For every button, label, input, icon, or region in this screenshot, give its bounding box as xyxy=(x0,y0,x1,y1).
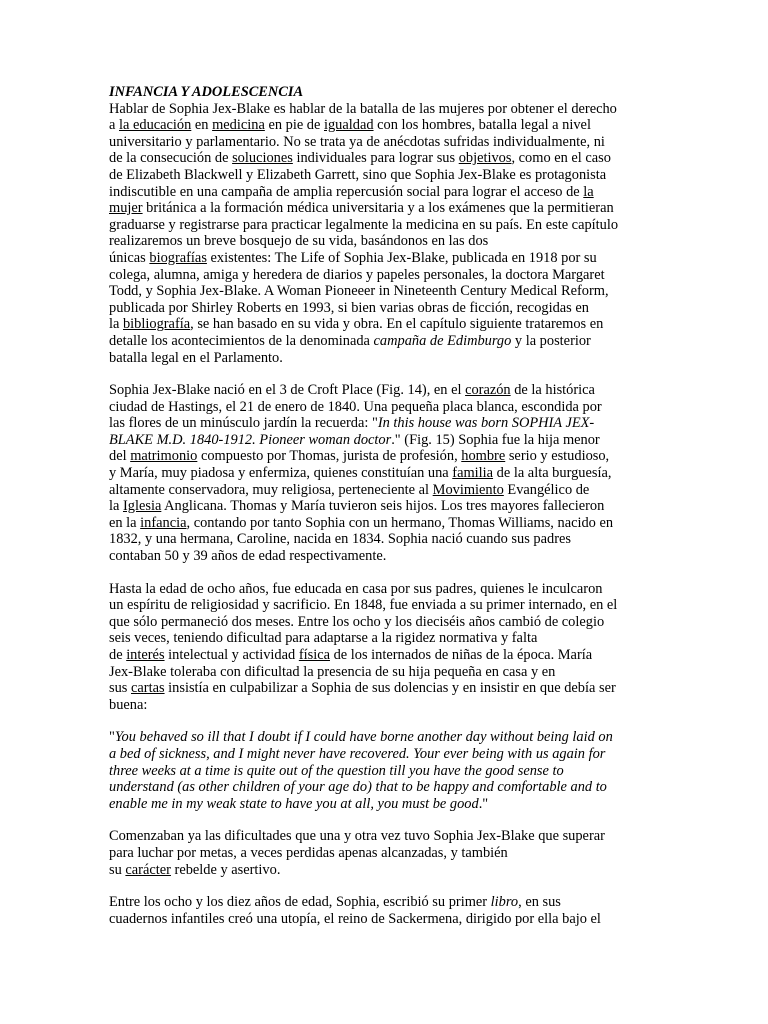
inline-link[interactable]: interés xyxy=(126,647,165,663)
text-run: Comenzaban ya las dificultades que una y otra vez tuvo Sophia Jex-Blake que superar xyxy=(109,828,605,845)
text-line xyxy=(109,432,661,449)
text-run: enable me in my weak state to have you at all, you must be good xyxy=(109,795,479,812)
text-run: en la xyxy=(109,514,141,531)
text-run: existentes: The Life of Sophia Jex-Blake, publicada en 1918 por su xyxy=(206,249,597,266)
text-line xyxy=(109,779,661,796)
text-line xyxy=(109,862,661,879)
text-line xyxy=(109,267,661,284)
text-run: contaban 50 y 39 años de edad respectivamente. xyxy=(109,548,387,565)
text-line xyxy=(109,250,661,267)
inline-link[interactable]: matrimonio xyxy=(130,448,198,465)
text-line xyxy=(109,531,661,548)
text-run: a xyxy=(109,117,119,134)
text-line xyxy=(109,911,661,928)
text-run: three weeks at a time is quite out of the question till you have the good sense to xyxy=(109,762,564,779)
text-run: libro xyxy=(490,894,519,911)
text-line xyxy=(109,382,661,399)
text-run: compuesto por Thomas, jurista de profesión, xyxy=(197,448,462,465)
text-line xyxy=(109,746,661,763)
text-run: ." (Fig. 15) Sophia fue la hija menor xyxy=(391,431,600,448)
text-run: para luchar por metas, a veces perdidas apenas alcanzadas, y también xyxy=(109,844,508,861)
text-run: " xyxy=(109,729,115,746)
text-run: buena: xyxy=(109,696,148,713)
text-run: Anglicana. Thomas y María tuvieron seis hijos. Los tres mayores fallecieron xyxy=(161,498,605,515)
text-line xyxy=(109,150,661,167)
paragraph-3 xyxy=(109,581,661,714)
text-run: su xyxy=(109,861,126,878)
text-line xyxy=(109,200,661,217)
text-run: ." xyxy=(478,795,489,812)
text-run: de la alta burguesía, xyxy=(493,465,612,482)
text-run: detalle los acontecimientos de la denominada xyxy=(109,332,374,349)
text-line xyxy=(109,300,661,317)
text-run: BLAKE M.D. 1840-1912. Pioneer woman doctor xyxy=(109,431,392,448)
text-run: la xyxy=(109,498,123,515)
inline-link[interactable]: Iglesia xyxy=(122,498,162,515)
text-line xyxy=(109,515,661,532)
text-line xyxy=(109,664,661,681)
text-line xyxy=(109,894,661,911)
text-run: In this house was born SOPHIA JEX- xyxy=(377,415,595,432)
text-run: en pie de xyxy=(264,117,324,134)
text-run: realizaremos un breve bosquejo de su vida, basándonos en las dos xyxy=(109,233,489,250)
inline-link[interactable]: la xyxy=(583,183,594,200)
text-run: 1832, y una hermana, Caroline, nacida en 1834. Sophia nació cuando sus padres xyxy=(109,531,571,548)
text-line xyxy=(109,482,661,499)
text-line xyxy=(109,614,661,631)
inline-link[interactable]: carácter xyxy=(125,861,171,878)
paragraph-2 xyxy=(109,382,661,565)
text-line xyxy=(109,333,661,350)
text-run: colega, alumna, amiga y heredera de diarios y papeles personales, la doctora Margaret xyxy=(109,266,605,283)
text-run: Sophia Jex-Blake nació en el 3 de Croft Place (Fig. 14), en el xyxy=(109,382,466,399)
text-line xyxy=(109,134,661,151)
inline-link[interactable]: objetivos xyxy=(458,150,512,167)
text-run: un espíritu de religiosidad y sacrificio. En 1848, fue enviada a su primer internado, en el xyxy=(109,597,618,614)
text-run: del xyxy=(109,448,131,465)
text-line xyxy=(109,828,661,845)
text-run: Entre los ocho y los diez años de edad, Sophia, escribió su primer xyxy=(109,894,491,911)
inline-link[interactable]: Movimiento xyxy=(432,481,504,498)
inline-link[interactable]: infancia xyxy=(140,514,187,531)
text-run: sus xyxy=(109,680,131,697)
text-run: cuadernos infantiles creó una utopía, el reino de Sackermena, dirigido por ella bajo el xyxy=(109,910,601,927)
text-run: ciudad de Hastings, el 21 de enero de 1840. Una pequeña placa blanca, escondida por xyxy=(109,398,602,415)
text-line xyxy=(109,763,661,780)
text-run: de la histórica xyxy=(510,382,595,399)
inline-link[interactable]: hombre xyxy=(461,448,506,465)
section-heading: INFANCIA Y ADOLESCENCIA xyxy=(109,84,304,100)
text-run: You behaved so ill that I doubt if I could have borne another day without being laid on xyxy=(114,729,613,746)
text-line xyxy=(109,581,661,598)
text-line xyxy=(109,448,661,465)
inline-link[interactable]: bibliografía xyxy=(122,316,191,333)
text-run: con los hombres, batalla legal a nivel xyxy=(373,117,591,134)
text-line xyxy=(109,697,661,714)
inline-link[interactable]: soluciones xyxy=(232,150,293,167)
text-run: a bed of sickness, and I might never have recovered. Your ever being with us again for xyxy=(109,745,606,762)
text-run: intelectual y actividad xyxy=(164,647,299,663)
text-line xyxy=(109,729,661,746)
text-run: la xyxy=(109,316,123,333)
text-run: universitario y parlamentario. No se trata ya de anécdotas sufridas individualmente, ni xyxy=(109,133,605,150)
paragraph-5 xyxy=(109,894,661,927)
text-line xyxy=(109,465,661,482)
text-run: indiscutible en una campaña de amplia repercusión social para lograr el acceso de xyxy=(109,183,584,200)
inline-link[interactable]: igualdad xyxy=(323,117,374,134)
text-line xyxy=(109,283,661,300)
text-line xyxy=(109,184,661,201)
inline-link[interactable]: mujer xyxy=(109,200,143,217)
text-run: Hablar de Sophia Jex-Blake es hablar de la batalla de las mujeres por obtener el derecho xyxy=(109,100,617,117)
text-line xyxy=(109,350,661,367)
inline-link[interactable]: cartas xyxy=(131,680,165,697)
text-line xyxy=(109,217,661,234)
text-run: y María, muy piadosa y enfermiza, quienes constituían una xyxy=(109,465,453,482)
text-line xyxy=(109,548,661,565)
inline-link[interactable]: corazón xyxy=(465,382,511,399)
inline-link[interactable]: familia xyxy=(452,465,494,482)
text-line xyxy=(109,117,661,134)
text-run: understand (as other children of your age do) that to be happy and comfortable and to xyxy=(109,779,607,796)
text-run: Evangélico de xyxy=(503,481,590,498)
text-run: , en sus xyxy=(518,894,561,911)
text-run: batalla legal en el Parlamento. xyxy=(109,349,283,366)
text-run: Hasta la edad de ocho años, fue educada en casa por sus padres, quienes le inculcaron xyxy=(109,580,603,597)
paragraph-1 xyxy=(109,101,661,367)
text-line xyxy=(109,630,661,647)
text-line xyxy=(109,647,661,664)
text-run: altamente conservadora, muy religiosa, perteneciente al xyxy=(109,481,433,498)
text-run: británica a la formación médica universitaria y a los exámenes que la permitieran xyxy=(142,200,614,217)
text-run: insistía en culpabilizar a Sophia de sus dolencias y en insistir en que debía ser xyxy=(164,680,616,697)
text-line xyxy=(109,597,661,614)
text-run: Jex-Blake toleraba con dificultad la presencia de su hija pequeña en casa y en xyxy=(109,663,556,680)
inline-link[interactable]: biografías xyxy=(149,249,207,266)
text-run: , se han basado en su vida y obra. En el capítulo siguiente trataremos en xyxy=(190,316,604,333)
text-line xyxy=(109,498,661,515)
quote-block xyxy=(109,729,661,812)
text-run: en xyxy=(191,117,213,134)
text-run: , como en el caso xyxy=(511,150,611,167)
text-run: de la consecución de xyxy=(109,150,233,167)
text-run: las flores de un minúsculo jardín la recuerda: " xyxy=(109,415,378,432)
text-line xyxy=(109,101,661,118)
text-run: de xyxy=(109,647,127,663)
text-run: Todd, y Sophia Jex-Blake. A Woman Pioneeer in Nineteenth Century Medical Reform, xyxy=(109,283,609,300)
text-line xyxy=(109,415,661,432)
paragraph-4 xyxy=(109,828,661,878)
text-run: seis veces, teniendo dificultad para adaptarse a la rigidez normativa y falta xyxy=(109,630,538,647)
text-line xyxy=(109,316,661,333)
text-run: de los internados de niñas de la época. María xyxy=(329,647,593,663)
text-line xyxy=(109,680,661,697)
text-line xyxy=(109,796,661,813)
inline-link[interactable]: física xyxy=(298,647,330,663)
text-line xyxy=(109,233,661,250)
inline-link[interactable]: la educación xyxy=(119,117,192,134)
text-run: rebelde y asertivo. xyxy=(170,861,281,878)
text-run: graduarse y registrarse para practicar legalmente la medicina en su país. En este capítulo xyxy=(109,216,619,233)
text-line xyxy=(109,399,661,416)
text-run: serio y estudioso, xyxy=(505,448,610,465)
document-body xyxy=(109,84,661,943)
text-run: , contando por tanto Sophia con un hermano, Thomas Williams, nacido en xyxy=(186,514,614,531)
text-run: publicada por Shirley Roberts en 1993, si bien varias obras de ficción, recogidas en xyxy=(109,299,589,316)
text-line xyxy=(109,167,661,184)
text-run: de Elizabeth Blackwell y Elizabeth Garrett, sino que Sophia Jex-Blake es protagonista xyxy=(109,166,607,183)
inline-link[interactable]: medicina xyxy=(212,117,265,134)
text-line xyxy=(109,845,661,862)
text-run: campaña de Edimburgo xyxy=(373,332,512,349)
text-run: y la posterior xyxy=(511,332,591,349)
text-run: individuales para lograr sus xyxy=(292,150,459,167)
text-run: que sólo permaneció dos meses. Entre los ocho y los dieciséis años cambió de colegio xyxy=(109,613,605,630)
text-run: únicas xyxy=(109,249,150,266)
